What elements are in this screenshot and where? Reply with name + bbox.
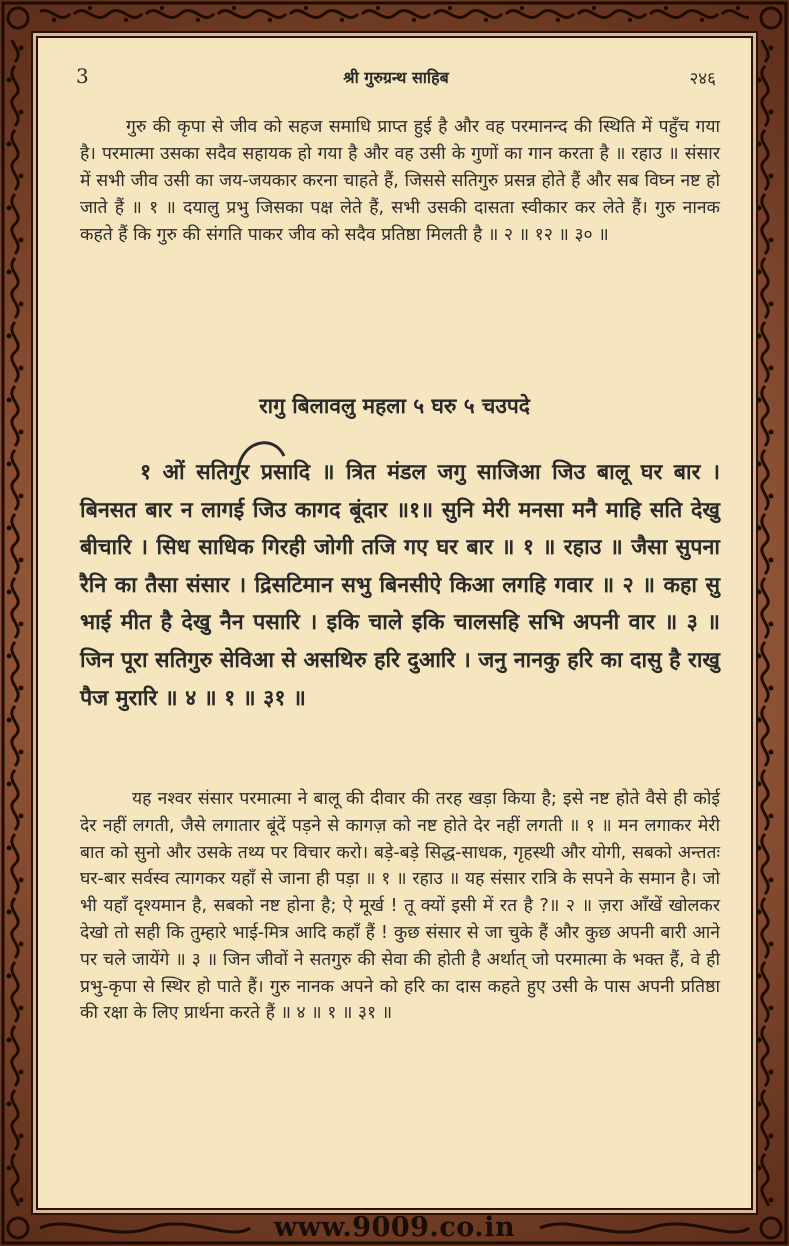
footer-website-link[interactable]: www.9009.co.in xyxy=(273,1212,516,1243)
commentary-paragraph-1: गुरु की कृपा से जीव को सहज समाधि प्राप्त हुई है और वह परमानन्द की स्थिति में पहुँच गया है। परमात्मा उसका सदैव सहायक हो गया है और वह उसी के गुणों का गान करता है ॥ रहाउ ॥ संसार में सभी जीव उसी का जय-जयकार करना चाहते हैं, जिससे सतिगुरु प्रसन्न होते हैं और सब विघ्न नष्ट हो जाते हैं ॥ १ ॥ दयालु प्रभु जिसका पक्ष लेते हैं, सभी उसकी दासता स्वीकार कर लेते हैं। गुरु नानक कहते हैं कि गुरु की संगति पाकर जीव को सदैव प्रतिष्ठा मिलती है ॥ २ ॥ १२ ॥ ३० ॥ xyxy=(80,117,720,245)
header-page-number: २४६ xyxy=(689,69,716,89)
gurbani-verse: १ ओं सतिगुर प्रसादि ॥ त्रित मंडल जगु साजिआ जिउ बालू घर बार । बिनसत बार न लागई जिउ कागद बूंदार ॥१॥ सुनि मेरी मनसा मनै माहि सति देखु बीचारि । सिध साधिक गिरही जोगी तजि गए घर बार ॥ १ ॥ रहाउ ॥ जैसा सुपना रैनि का तैसा संसार । द्रिसटिमान सभु बिनसीऐ किआ लगहि गवार ॥ २ ॥ कहा सु भाई मीत है देखु नैन पसारि । इकि चाले इकि चालसहि सभि अपनी वार ॥ ३ ॥ जिन पूरा सतिगुरु सेविआ से असथिरु हरि दुआरि । जनु नानकु हरि का दासु है राखु पैज मुरारि ॥ ४ ॥ १ ॥ ३१ ॥ xyxy=(80,460,720,711)
page-header xyxy=(76,64,716,94)
commentary-paragraph-2: यह नश्वर संसार परमात्मा ने बालू की दीवार की तरह खड़ा किया है; इसे नष्ट होते वैसे ही कोई देर नहीं लगती, जैसे लगातार बूंदें पड़ने से कागज़ को नष्ट होते देर नहीं लगती ॥ १ ॥ मन लगाकर मेरी बात को सुनो और उसके तथ्य पर विचार करो। बड़े-बड़े सिद्ध-साधक, गृहस्थी और योगी, सबको अन्ततः घर-बार सर्वस्व त्यागकर यहाँ से जाना ही पड़ा ॥ १ ॥ रहाउ ॥ यह संसार रात्रि के सपने के समान है। जो भी यहाँ दृश्यमान है, सबको नष्ट होना है; ऐ मूर्ख ! तू क्यों इसी में रत है ?॥ २ ॥ ज़रा आँखें खोलकर देखो तो सही कि तुम्हारे भाई-मित्र आदि कहाँ हैं ! कुछ संसार से जा चुके हैं और कुछ अपनी बारी आने पर चले जायेंगे ॥ ३ ॥ जिन जीवों ने सतगुरु की सेवा की होती है अर्थात् जो परमात्मा के भक्त हैं, वे ही प्रभु-कृपा से स्थिर हो पाते हैं। गुरु नानक अपने को हरि का दास कहते हुए उसी के पास अपनी प्रतिष्ठा की रक्षा के लिए प्रार्थना करते हैं ॥ ४ ॥ १ ॥ ३१ ॥ xyxy=(80,789,720,1024)
header-left-number: 3 xyxy=(76,64,89,88)
page-footer xyxy=(0,1212,789,1246)
header-title: श्री गुरुग्रन्थ साहिब xyxy=(343,68,449,87)
shabad-title: रागु बिलावलु महला ५ घरु ५ चउपदे xyxy=(259,394,530,418)
page-content xyxy=(36,36,753,1210)
